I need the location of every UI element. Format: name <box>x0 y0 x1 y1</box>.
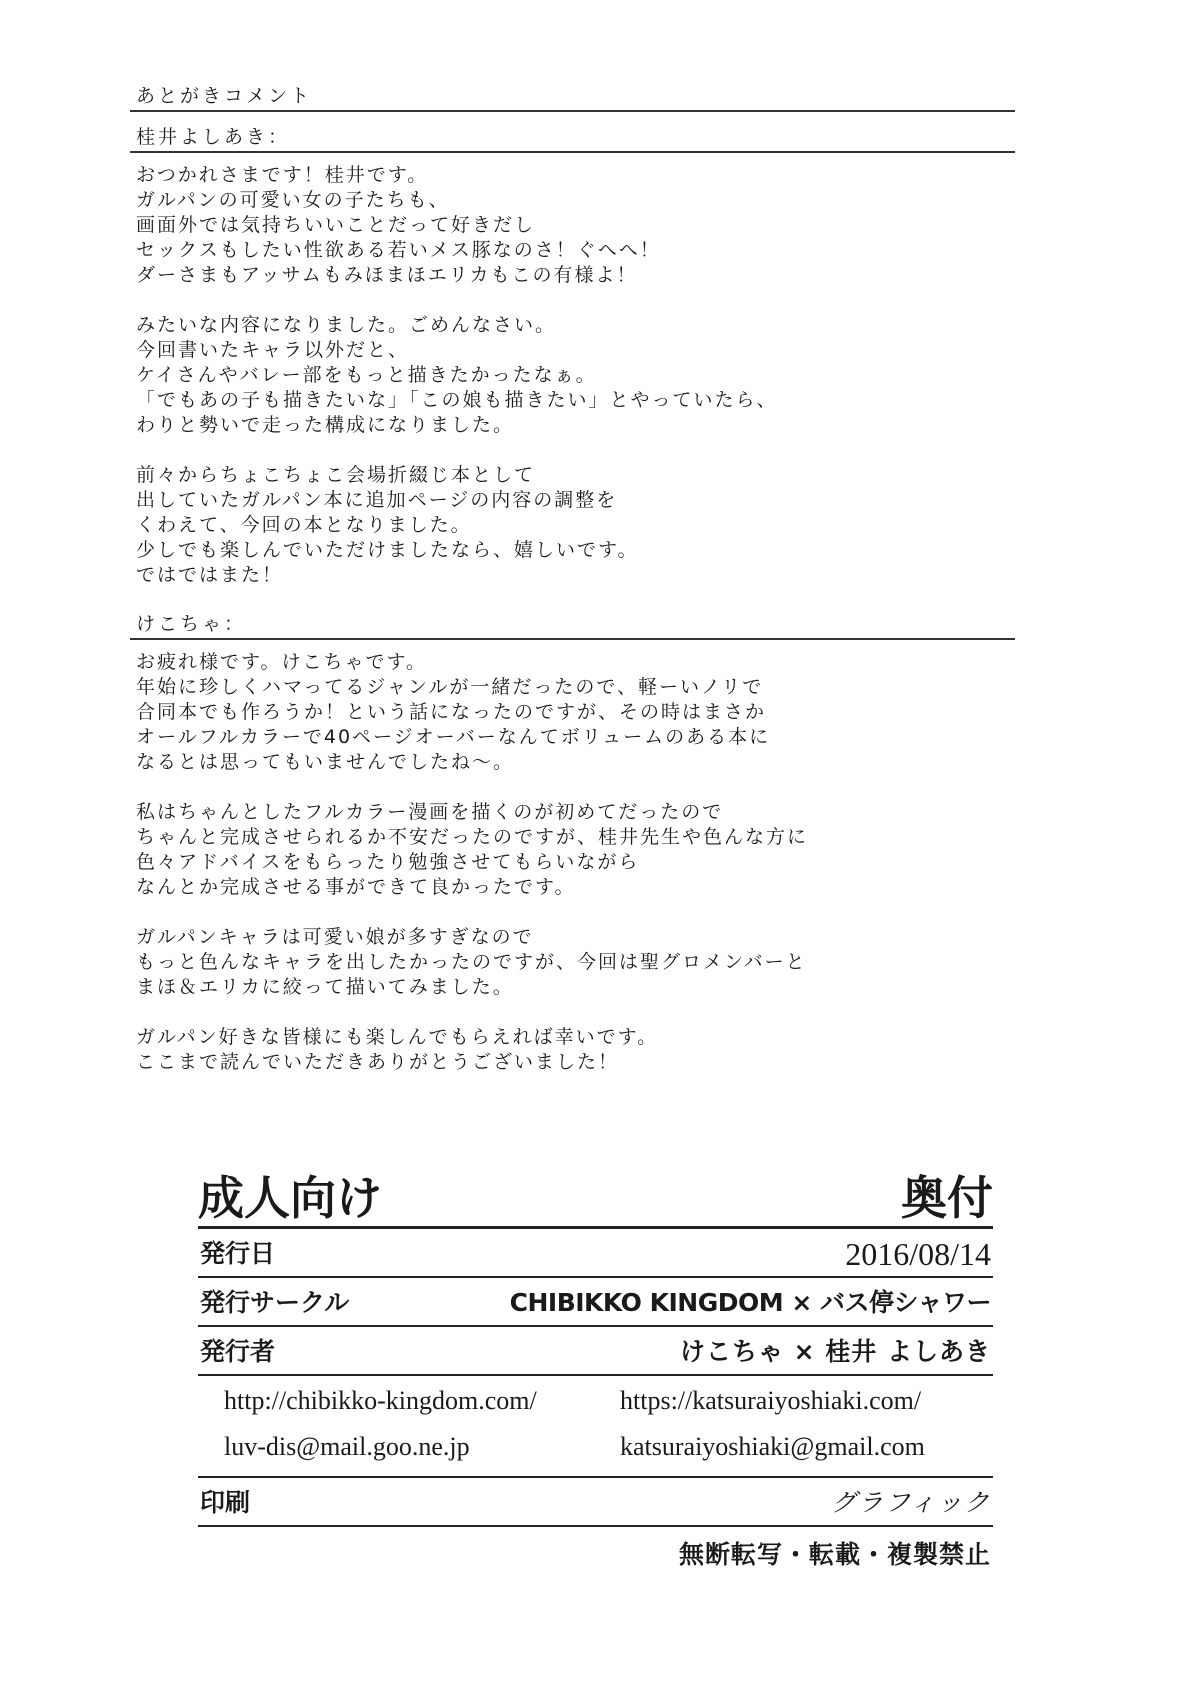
website-link-chibikko[interactable]: http://chibikko-kingdom.com/ <box>224 1386 537 1415</box>
row-circle <box>198 1278 993 1327</box>
website-link-katsurai[interactable]: https://katsuraiyoshiaki.com/ <box>620 1386 922 1415</box>
text-line: 「でもあの子も描きたいな」「この娘も描きたい」とやっていたら、 <box>136 389 778 411</box>
text-line: おつかれさまです！桂井です。 <box>136 164 429 186</box>
contact-links <box>198 1376 993 1478</box>
text-line: お疲れ様です。けこちゃです。 <box>136 651 427 673</box>
text-line: ここまで読んでいただきありがとうございました！ <box>136 1051 620 1073</box>
text-line: まほ＆エリカに絞って描いてみました。 <box>136 976 514 998</box>
text-line: 少しでも楽しんでいただけましたなら、嬉しいです。 <box>136 539 639 561</box>
text-line: わりと勢いで走った構成になりました。 <box>136 414 515 436</box>
email-link-luvdis[interactable]: luv-dis@mail.goo.ne.jp <box>224 1432 470 1461</box>
text-line: セックスもしたい性欲ある若いメス豚なのさ！ぐへへ！ <box>136 239 661 261</box>
paragraph <box>136 163 1015 288</box>
text-line: もっと色んなキャラを出したかったのですが、今回は聖グロメンバーと <box>136 951 807 973</box>
text-line: 合同本でも作ろうか！という話になったのですが、その時はまさか <box>136 701 767 723</box>
author-heading-katsurai: 桂井よしあき： <box>130 123 1015 153</box>
paragraph <box>136 650 1015 775</box>
text-line: 前々からちょこちょこ会場折綴じ本として <box>136 464 536 486</box>
text-line: 今回書いたキャラ以外だと、 <box>136 339 410 361</box>
circle-value: CHIBIKKO KINGDOM × バス停シャワー <box>509 1288 991 1317</box>
text-line: ケイさんやバレー部をもっと描きたかったなぁ。 <box>136 364 597 386</box>
print-label: 印刷 <box>200 1488 251 1517</box>
printer-value: グラフィック <box>830 1488 991 1517</box>
paragraph <box>136 800 1015 900</box>
text-line: 年始に珍しくハマってるジャンルが一緒だったので、軽ーいノリで <box>136 676 764 698</box>
text-line: 私はちゃんとしたフルカラー漫画を描くのが初めてだったので <box>136 801 724 823</box>
text-line: オールフルカラーで40ページオーバーなんてボリュームのある本に <box>136 726 771 748</box>
row-print <box>198 1478 993 1527</box>
colophon-header <box>198 1170 993 1226</box>
text-line: ガルパンの可愛い女の子たちも、 <box>136 189 450 211</box>
colophon-title: 奥付 <box>901 1171 993 1225</box>
text-line: ちゃんと完成させられるか不安だったのですが、桂井先生や色んな方に <box>136 826 809 848</box>
comment-katsurai <box>130 163 1015 588</box>
author-heading-kekocha: けこちゃ： <box>130 610 1015 640</box>
text-line: ダーさまもアッサムもみほまほエリカもこの有様よ！ <box>136 264 638 286</box>
date-label: 発行日 <box>200 1239 276 1268</box>
date-value: 2016/08/14 <box>845 1236 991 1272</box>
text-line: 色々アドバイスをもらったり勉強させてもらいながら <box>136 851 640 873</box>
text-line: ガルパン好きな皆様にも楽しんでもらえれば幸いです。 <box>136 1026 659 1048</box>
publisher-value: けこちゃ × 桂井 よしあき <box>679 1337 991 1366</box>
row-publisher <box>198 1327 993 1376</box>
circle-label: 発行サークル <box>200 1288 350 1317</box>
text-line: くわえて、今回の本となりました。 <box>136 514 472 536</box>
paragraph <box>136 1025 1015 1075</box>
text-line: ガルパンキャラは可愛い娘が多すぎなので <box>136 926 534 948</box>
adult-label: 成人向け <box>198 1171 382 1225</box>
afterword-title: あとがきコメント <box>130 82 1015 112</box>
afterword-section <box>130 80 1015 1075</box>
row-date <box>198 1226 993 1278</box>
paragraph <box>136 313 1015 438</box>
text-line: ではではまた！ <box>136 564 284 586</box>
publisher-label: 発行者 <box>200 1337 276 1366</box>
email-link-katsurai[interactable]: katsuraiyoshiaki@gmail.com <box>620 1432 925 1461</box>
paragraph <box>136 463 1015 588</box>
text-line: なるとは思ってもいませんでしたね～。 <box>136 751 515 773</box>
text-line: 出していたガルパン本に追加ページの内容の調整を <box>136 489 618 511</box>
text-line: 画面外では気持ちいいことだって好きだし <box>136 214 536 236</box>
paragraph <box>136 925 1015 1000</box>
copyright-notice: 無断転写・転載・複製禁止 <box>678 1540 991 1569</box>
colophon <box>198 1170 993 1571</box>
text-line: なんとか完成させる事ができて良かったです。 <box>136 876 576 898</box>
text-line: みたいな内容になりました。ごめんなさい。 <box>136 314 557 336</box>
comment-kekocha <box>130 650 1015 1075</box>
